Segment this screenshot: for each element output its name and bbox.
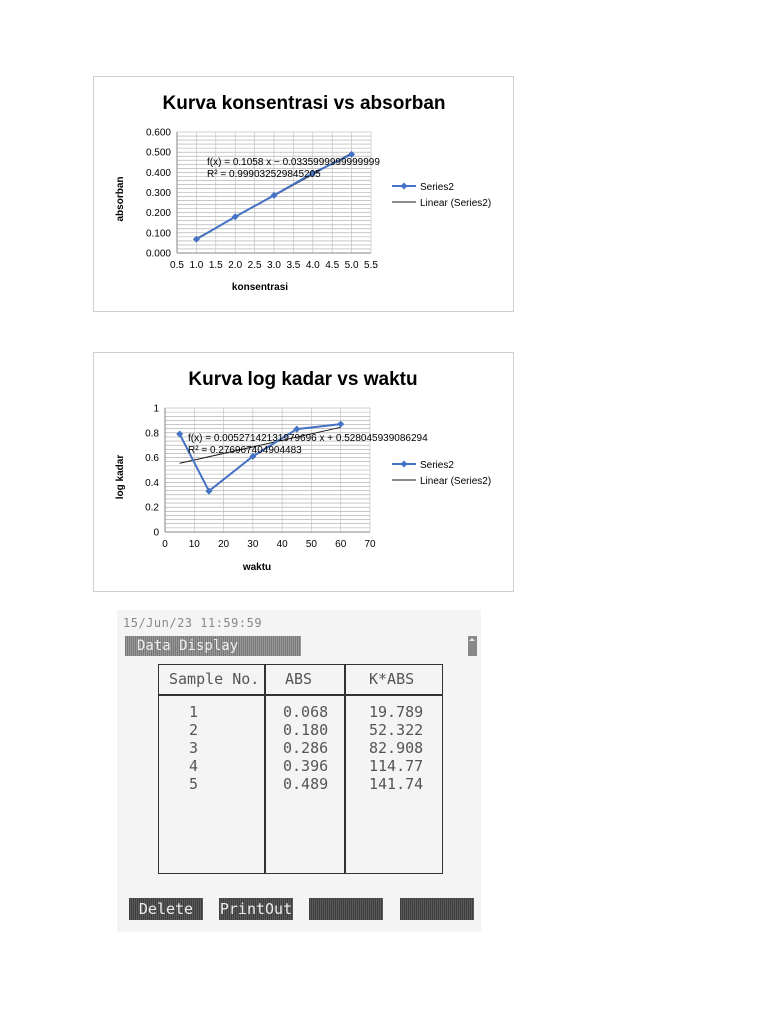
printout-table: [158, 664, 443, 874]
x-tick-label: 30: [247, 539, 259, 550]
chart-title: Kurva log kadar vs waktu: [188, 369, 418, 390]
y-tick-label: 0: [153, 527, 159, 539]
printout-scan: [117, 610, 481, 932]
x-tick-label: 1.5: [208, 260, 223, 271]
x-axis-title: waktu: [242, 562, 272, 573]
x-tick-label: 40: [276, 539, 288, 550]
trendline-equation: f(x) = 0.00527142131979696 x + 0.528045939086294: [188, 433, 428, 444]
x-tick-label: 50: [305, 539, 317, 550]
legend-series-label: Series2: [420, 182, 454, 193]
x-tick-label: 1.0: [189, 260, 204, 271]
y-tick-label: 0.8: [145, 428, 159, 440]
x-tick-label: 20: [218, 539, 230, 550]
y-tick-label: 0.500: [145, 147, 171, 159]
table-cell: 1: [189, 703, 199, 721]
table-cell: 0.489: [283, 775, 329, 793]
y-tick-label: 0.000: [145, 248, 171, 260]
printout-header-label: Data Display: [137, 638, 239, 654]
x-tick-label: 2.5: [247, 260, 262, 271]
table-cell: 3: [189, 739, 199, 757]
x-tick-label: 3.5: [286, 260, 301, 271]
y-tick-label: 0.100: [145, 228, 171, 240]
y-tick-label: 0.600: [145, 127, 171, 139]
y-tick-label: 0.4: [145, 477, 159, 489]
y-tick-label: 0.2: [145, 502, 159, 514]
y-tick-label: 1: [153, 403, 159, 415]
table-cell: 0.068: [283, 703, 329, 721]
scroll-up-icon[interactable]: [468, 636, 477, 656]
y-tick-label: 0.400: [145, 167, 171, 179]
printout-header: [125, 636, 301, 656]
table-cell: 19.789: [369, 703, 424, 721]
column-header-sample: Sample No.: [169, 670, 260, 688]
y-axis-title: log kadar: [115, 454, 126, 500]
y-tick-label: 0.200: [145, 208, 171, 220]
y-tick-label: 0.6: [145, 453, 159, 465]
delete-button[interactable]: Delete: [129, 898, 203, 920]
legend-trendline-label: Linear (Series2): [420, 198, 492, 209]
chart-log-kadar-waktu: [93, 352, 514, 592]
x-tick-label: 0.5: [170, 260, 184, 271]
table-divider: [344, 665, 346, 873]
legend-marker: [401, 461, 408, 468]
trendline-equation: R² = 0.276967404904483: [188, 445, 302, 456]
x-tick-label: 10: [188, 539, 200, 550]
y-axis-title: absorban: [115, 176, 126, 222]
table-cell: 5: [189, 775, 199, 793]
table-cell: 141.74: [369, 775, 424, 793]
table-cell: 114.77: [369, 757, 424, 775]
trendline-equation: f(x) = 0.1058 x − 0.0335999999999999: [207, 157, 380, 168]
x-tick-label: 3.0: [267, 260, 281, 271]
data-point: [176, 431, 183, 438]
x-tick-label: 5.5: [364, 260, 378, 271]
table-cell: 4: [189, 757, 199, 775]
x-tick-label: 5.0: [344, 260, 359, 271]
legend-series-label: Series2: [420, 460, 454, 471]
table-cell: 0.286: [283, 739, 329, 757]
printout-button[interactable]: PrintOut: [219, 900, 293, 918]
legend-marker: [401, 183, 408, 190]
table-cell: 2: [189, 721, 199, 739]
x-tick-label: 4.5: [325, 260, 340, 271]
chart-title: Kurva konsentrasi vs absorban: [162, 93, 446, 114]
x-axis-title: konsentrasi: [231, 282, 289, 293]
table-cell: 52.322: [369, 721, 424, 739]
data-point: [337, 421, 344, 428]
chart-1-svg: [94, 77, 515, 313]
x-tick-label: 4.0: [305, 260, 320, 271]
x-tick-label: 60: [335, 539, 347, 550]
chart-konsentrasi-absorban: [93, 76, 514, 312]
chart-2-svg: [94, 353, 515, 593]
trendline-equation: R² = 0.999032529845205: [207, 169, 321, 180]
x-tick-label: 0: [162, 539, 168, 550]
table-cell: 0.396: [283, 757, 329, 775]
x-tick-label: 70: [364, 539, 376, 550]
legend-trendline-label: Linear (Series2): [420, 476, 492, 487]
x-tick-label: 2.0: [228, 260, 243, 271]
y-tick-label: 0.300: [145, 188, 171, 199]
blank-button-2[interactable]: [400, 898, 474, 920]
table-cell: 82.908: [369, 739, 424, 757]
printout-datetime: 15/Jun/23 11:59:59: [123, 616, 263, 630]
table-header-divider: [159, 694, 442, 696]
blank-button-1[interactable]: [309, 898, 383, 920]
column-header-kabs: K*ABS: [369, 670, 415, 688]
column-header-abs: ABS: [285, 670, 313, 688]
table-cell: 0.180: [283, 721, 329, 739]
table-divider: [264, 665, 266, 873]
